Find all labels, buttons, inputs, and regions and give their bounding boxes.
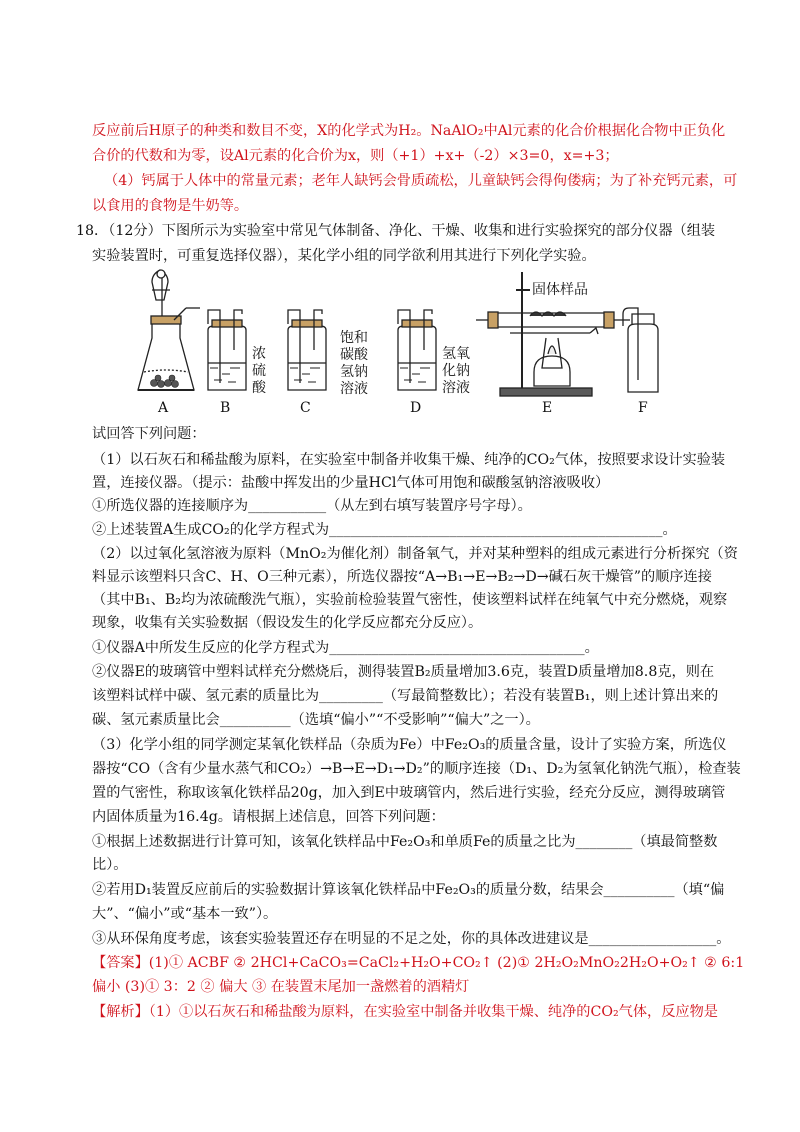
answer-line-2: 偏小 (3)① 3：2 ② 偏大 ③ 在装置末尾加一盏燃着的酒精灯 [92, 979, 470, 995]
prev-line-4: 以食用的食物是牛奶等。 [92, 198, 249, 214]
b-reagent-3: 酸 [252, 380, 266, 396]
p1-line-d: ②上述装置A生成CO₂的化学方程式为_______________________________________________。 [92, 522, 677, 538]
d-reagent-2: 化钠 [442, 363, 470, 379]
prev-line-3: （4）钙属于人体中的常量元素；老年人缺钙会骨质疏松，儿童缺钙会得佝偻病；为了补充钙元素，可 [104, 173, 738, 189]
p2-line-b: 料显示该塑料只含C、H、O三种元素），所选仪器按“A→B₁→E→B₂→D→碱石灰干燥管”的顺序连接 [92, 569, 712, 585]
apparatus-c [288, 310, 326, 390]
p2-line-d: 现象，收集有关实验数据（假设发生的化学反应都充分反应）。 [92, 615, 483, 631]
analysis-line-1: 【解析】（1）①以石灰石和稀盐酸为原料，在实验室中制备并收集干燥、纯净的CO₂气体，反应物是 [92, 1004, 718, 1020]
p2-line-c: （其中B₁、B₂均为浓硫酸洗气瓶），实验前检验装置气密性，使该塑料试样在纯氧气中充分燃烧，观察 [92, 592, 728, 608]
p2-line-h: 碳、氢元素质量比会__________（选填“偏小”“不受影响”“偏大”之一）。 [92, 712, 540, 728]
p2-line-f: ②仪器E的玻璃管中塑料试样充分燃烧后，测得装置B₂质量增加3.6克，装置D质量增加8.8克，则在 [92, 664, 715, 680]
p3-line-b: 器按“CO（含有少量水蒸气和CO₂）→B→E→D₁→D₂”的顺序连接（D₁、D₂为氢氧化钠洗气瓶），检查装 [92, 761, 741, 777]
answer-line-1: 【答案】(1)① ACBF ② 2HCl+CaCO₃=CaCl₂+H₂O+CO₂↑ (2)① 2H₂O₂MnO₂2H₂O+O₂↑ ② 6:1 [92, 955, 745, 971]
p1-line-b: 置，连接仪器。（提示：盐酸中挥发出的少量HCl气体可用饱和碳酸氢钠溶液吸收） [92, 475, 610, 491]
prev-line-2: 合价的代数和为零，设Al元素的化合价为x，则（+1）+x+（-2）×3=0，x=+3； [92, 148, 619, 164]
p3-line-g: ②若用D₁装置反应前后的实验数据计算该氧化铁样品中Fe₂O₃的质量分数，结果会__________（填“偏 [92, 882, 725, 898]
c-reagent-2: 碳酸 [340, 347, 368, 363]
p3-line-d: 内固体质量为16.4g。请根据上述信息，回答下列问题： [92, 809, 445, 825]
p3-line-f: 比）。 [92, 857, 128, 873]
d-reagent-1: 氢氧 [442, 346, 470, 362]
p2-line-a: （2）以过氧化氢溶液为原料（MnO₂为催化剂）制备氧气，并对某种塑料的组成元素进行分析探究（资 [92, 546, 738, 562]
p3-line-c: 置的气密性，称取该氧化铁样品20g，加入到E中玻璃管内，然后进行实验，经充分反应，测得玻璃管 [92, 785, 726, 801]
b-reagent-2: 硫 [252, 363, 266, 379]
b-reagent-1: 浓 [252, 346, 266, 362]
apparatus-a [138, 270, 200, 390]
apparatus-d [398, 310, 436, 390]
figure-label-e: E [542, 400, 553, 416]
p2-line-e: ①仪器A中所发生反应的化学方程式为____________________________________。 [92, 640, 599, 656]
figure-label-a: A [158, 400, 169, 416]
d-reagent-3: 溶液 [442, 380, 470, 396]
prev-line-1: 反应前后H原子的种类和数目不变，X的化学式为H₂。NaAlO₂中Al元素的化合价根据化合物中正负化 [92, 123, 726, 139]
e-sample-label: 固体样品 [532, 282, 588, 298]
p1-line-a: （1）以石灰石和稀盐酸为原料，在实验室中制备并收集干燥、纯净的CO₂气体，按照要求设计实验装 [92, 452, 726, 468]
c-reagent-4: 溶液 [340, 381, 368, 397]
p3-line-e: ①根据上述数据进行计算可知，该氧化铁样品中Fe₂O₃和单质Fe的质量之比为________（填最简整数 [92, 834, 718, 850]
p3-line-a: （3）化学小组的同学测定某氧化铁样品（杂质为Fe）中Fe₂O₃的质量含量，设计了实验方案，所选仪 [92, 737, 727, 753]
figure-label-c: C [300, 400, 311, 416]
figure-label-f: F [638, 400, 648, 416]
apparatus-b [208, 310, 246, 390]
figure-label-b: B [220, 400, 231, 416]
p3-line-h: 大”、“偏小”或“基本一致”）。 [92, 906, 278, 922]
p3-line-i: ③从环保角度考虑，该套实验装置还存在明显的不足之处，你的具体改进建议是__________________。 [92, 931, 731, 947]
p1-line-c: ①所选仪器的连接顺序为___________（从左到右填写装置序号字母）。 [92, 498, 532, 514]
question-18-line-1: 18．（12分）下图所示为实验室中常见气体制备、净化、干燥、收集和进行实验探究的部分仪器（组装 [76, 223, 716, 239]
try-answer-heading: 试回答下列问题： [92, 426, 206, 442]
apparatus-figure [130, 268, 690, 418]
c-reagent-1: 饱和 [340, 330, 368, 346]
figure-label-d: D [410, 400, 422, 416]
c-reagent-3: 氢钠 [340, 364, 368, 380]
p2-line-g: 该塑料试样中碳、氢元素的质量比为_________（写最简整数比）；若没有装置B₁，则上述计算出来的 [92, 688, 719, 704]
question-18-line-2: 实验装置时，可重复选择仪器），某化学小组的同学欲利用其进行下列化学实验。 [92, 248, 596, 264]
